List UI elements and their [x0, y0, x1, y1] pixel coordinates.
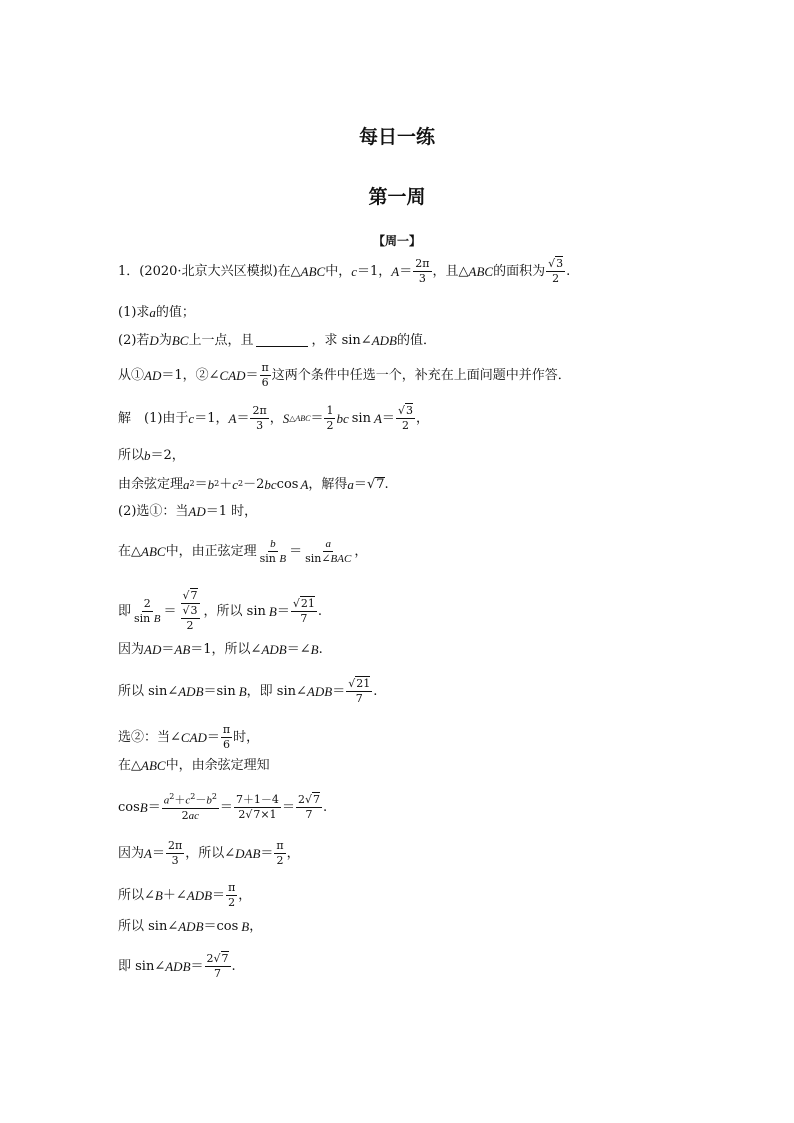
text: .	[322, 799, 328, 815]
den: 7	[300, 611, 308, 625]
exponent: 2	[238, 479, 244, 488]
den	[132, 612, 162, 625]
text: 所以 sin∠	[118, 684, 179, 700]
solution-line-13	[118, 882, 251, 909]
exponent: 2	[169, 792, 175, 801]
text: .	[318, 642, 323, 657]
num: √3	[181, 605, 200, 619]
num: √3	[546, 258, 565, 272]
text: 2	[206, 952, 214, 965]
text: 因为	[118, 642, 145, 657]
den	[258, 552, 288, 565]
num: b	[268, 538, 278, 552]
fraction	[250, 405, 268, 432]
num: $a^2+c^2-b^2$	[162, 793, 219, 809]
text: ＝	[206, 730, 220, 746]
radicand: 7	[312, 792, 320, 806]
var: a	[163, 794, 170, 807]
var: DAB	[235, 846, 261, 862]
var: CAD	[219, 368, 246, 384]
problem-source: (2020·北京大兴区模拟)	[139, 264, 278, 280]
text: .	[373, 684, 378, 700]
num: π	[274, 840, 285, 854]
text: 的值；	[155, 305, 195, 320]
text: .	[566, 264, 571, 280]
text: ，解得	[308, 476, 348, 492]
fraction	[303, 538, 353, 565]
text: ＋	[174, 793, 186, 807]
text: ＝1，②∠	[161, 368, 220, 384]
den: 3	[256, 419, 264, 433]
fraction	[181, 605, 200, 632]
var: A	[228, 411, 237, 427]
question-part-2	[118, 334, 436, 347]
solution-line-3	[118, 477, 389, 491]
var: A	[373, 411, 382, 427]
text: 2	[238, 807, 246, 821]
var: ADB	[306, 684, 333, 700]
text: 中，由正弦定理	[165, 544, 257, 560]
solution-line-8	[118, 678, 377, 705]
text: 所以	[118, 448, 145, 463]
text: ，	[269, 411, 283, 427]
text: ，且△	[432, 264, 469, 280]
den: 2	[401, 419, 409, 433]
solution-line-11	[118, 793, 327, 822]
den: 2√7×1	[238, 807, 277, 821]
var: D	[149, 333, 159, 348]
den: 7	[305, 807, 313, 821]
text: ＝1，	[357, 264, 392, 280]
text: ＝	[289, 544, 303, 560]
num: √7	[181, 590, 200, 604]
solution-line-9	[118, 724, 259, 751]
text: 2	[181, 808, 189, 822]
text: ＝	[281, 799, 295, 815]
text: 的值．	[396, 333, 436, 348]
fraction	[346, 678, 372, 705]
subscript: △ABC	[289, 413, 311, 423]
var: B	[310, 642, 319, 657]
text: ＋	[219, 476, 233, 492]
fraction	[396, 405, 415, 432]
var: b	[206, 794, 212, 807]
var: B	[139, 799, 148, 815]
num: √3	[396, 405, 415, 419]
text: ＝∠	[286, 642, 311, 657]
den: 3	[418, 272, 426, 286]
text: 时，	[233, 730, 260, 746]
exponent: 2	[189, 479, 195, 488]
text: ，所以∠	[185, 846, 236, 862]
radicand: 7	[221, 952, 229, 965]
solution-line-5	[118, 538, 367, 565]
text: 从①	[118, 368, 145, 384]
text: 2	[297, 792, 305, 806]
text: 由余弦定理	[118, 476, 184, 492]
text: ＝cos	[203, 919, 239, 934]
solution-line-14	[118, 920, 262, 933]
fraction	[413, 258, 431, 285]
var: ABC	[141, 758, 166, 773]
fraction	[166, 840, 184, 867]
solution-line-15	[118, 953, 236, 980]
var: c	[232, 476, 239, 492]
text: 中，由余弦定理知	[165, 758, 270, 773]
radicand: 7	[190, 589, 198, 602]
solution-line-7	[118, 643, 323, 656]
solution-line-4	[118, 505, 257, 518]
solution-line-10	[118, 759, 270, 772]
text: .	[384, 476, 389, 492]
fraction	[234, 794, 281, 821]
var: A	[144, 846, 152, 862]
fraction	[260, 362, 271, 389]
exponent: 2	[211, 792, 217, 801]
fraction	[221, 724, 232, 751]
var: c	[351, 264, 358, 280]
den	[303, 552, 353, 565]
fraction	[274, 840, 285, 867]
fraction	[291, 598, 317, 625]
var: ABC	[141, 544, 166, 560]
num: 2	[142, 598, 153, 612]
var: A	[391, 264, 400, 280]
num: 2√7	[296, 794, 322, 808]
problem-number: 1．	[118, 264, 140, 280]
solution-line-12	[118, 840, 300, 867]
text: 的面积为	[493, 264, 546, 280]
text: 在△	[118, 758, 141, 773]
radicand: 3	[190, 604, 198, 618]
text: ，	[238, 888, 252, 904]
text: ＝	[236, 411, 250, 427]
num: 1	[324, 405, 335, 419]
radicand: 3	[405, 404, 413, 417]
radicand: 7	[376, 477, 385, 492]
text: ＝	[353, 476, 367, 492]
var: c	[185, 794, 191, 807]
text: ＝	[276, 603, 290, 619]
text: sin∠	[305, 552, 331, 566]
var: CAD	[180, 730, 207, 746]
text: cos	[118, 799, 140, 815]
var: ADB	[186, 888, 213, 904]
question-part-1	[118, 306, 195, 319]
text: ＝	[161, 642, 175, 657]
den	[178, 604, 203, 632]
text: ，所以 sin	[203, 603, 266, 619]
var: BC	[171, 333, 189, 348]
radicand: 3	[556, 257, 564, 270]
den: 2	[228, 896, 236, 910]
text: .	[231, 959, 236, 975]
text: ＝1，所以∠	[190, 642, 262, 657]
var: AD	[188, 504, 206, 519]
text: ＝	[212, 888, 226, 904]
num: 7＋1－4	[234, 794, 281, 808]
text: ＝1，	[194, 411, 229, 427]
num: 2√7	[205, 953, 231, 967]
text: .	[317, 603, 322, 619]
text: 在△	[118, 544, 141, 560]
text: ＝	[147, 799, 161, 815]
text: ＝	[332, 684, 346, 700]
var: AD	[144, 368, 162, 384]
text: 选②：当∠	[118, 730, 181, 746]
var: AD	[144, 642, 162, 657]
den: 2	[552, 272, 560, 286]
text: ＝	[310, 411, 324, 427]
num: π	[226, 882, 237, 896]
text: 因为	[118, 846, 145, 862]
text: ＝1 时，	[205, 504, 258, 519]
text: ＝	[381, 411, 395, 427]
text: ×1	[260, 807, 277, 821]
den: 7	[214, 967, 222, 981]
complex-fraction	[178, 590, 203, 632]
text: 这两个条件中任选一个，补充在上面问题中并作答．	[271, 368, 571, 384]
text: ，	[249, 919, 263, 934]
text: (1)求	[118, 305, 150, 320]
var: bc	[336, 411, 349, 427]
num: √21	[346, 678, 372, 692]
fraction	[258, 538, 288, 565]
radicand: 21	[356, 677, 371, 690]
solution-line-1	[118, 405, 429, 432]
text: ＝sin	[203, 684, 236, 700]
var: S	[282, 411, 290, 427]
var: A	[300, 476, 309, 492]
condition-choice	[118, 362, 571, 389]
text: ＝	[260, 846, 274, 862]
text: ＝2，	[150, 448, 185, 463]
radicand: 7	[253, 807, 261, 821]
text: cos	[276, 476, 299, 492]
var: B	[268, 603, 277, 619]
fraction	[546, 258, 565, 285]
exponent: 2	[190, 792, 196, 801]
text: －2	[243, 476, 265, 492]
text: 所以 sin∠	[118, 919, 179, 934]
text: 在△	[277, 264, 301, 280]
den: 6	[223, 738, 231, 752]
den: 2	[186, 619, 194, 633]
text: ＝	[190, 959, 204, 975]
var: bc	[264, 476, 277, 492]
text: ＝	[194, 476, 208, 492]
var: B	[241, 919, 250, 934]
text: ＝	[151, 846, 165, 862]
text: 即	[118, 603, 132, 619]
var: ADB	[165, 959, 191, 975]
var: AB	[174, 642, 191, 657]
text: ，即 sin∠	[246, 684, 307, 700]
problem-statement	[118, 258, 570, 285]
num: 2π	[413, 258, 431, 272]
den: 2	[276, 854, 284, 868]
var: ADB	[178, 919, 204, 934]
text: 即 sin∠	[118, 959, 166, 975]
text: ，	[286, 846, 300, 862]
text: ，	[415, 411, 429, 427]
fraction	[324, 405, 335, 432]
var: ac	[188, 809, 200, 822]
var: ABC	[300, 264, 326, 280]
solution-line-2	[118, 449, 185, 462]
solution-line-6	[118, 590, 322, 632]
fill-in-blank	[256, 334, 308, 347]
var: b	[144, 448, 151, 463]
fraction	[226, 882, 237, 909]
fraction	[296, 794, 322, 821]
text: ＝	[219, 799, 233, 815]
var: B	[154, 888, 163, 904]
day-heading: 【周一】	[372, 234, 421, 248]
var: c	[188, 411, 195, 427]
num: π	[221, 724, 232, 738]
text: ，求 sin∠	[311, 333, 372, 348]
text: sin	[134, 611, 151, 625]
fraction	[132, 598, 162, 625]
den: 6	[261, 376, 269, 390]
text: ＝	[245, 368, 259, 384]
text: ，	[354, 544, 368, 560]
var: ADB	[371, 333, 397, 348]
text: 解 (1)由于	[118, 411, 189, 427]
den	[180, 809, 201, 822]
text: 为	[158, 333, 172, 348]
text: (2)若	[118, 333, 150, 348]
var: b	[207, 476, 215, 492]
var: B	[238, 684, 247, 700]
num: 2π	[166, 840, 184, 854]
den: 2	[326, 419, 334, 433]
page-title: 每日一练	[358, 126, 435, 148]
var: ABC	[468, 264, 494, 280]
var: BAC	[330, 553, 352, 566]
radicand: 21	[300, 596, 315, 610]
num: π	[260, 362, 271, 376]
text: sin	[259, 552, 276, 566]
sqrt: √ 7	[366, 476, 385, 492]
text: sin	[351, 411, 371, 427]
fraction	[162, 793, 219, 822]
num: 2π	[250, 405, 268, 419]
var: a	[347, 476, 354, 492]
text: (2)选①：当	[118, 504, 189, 519]
fraction	[205, 953, 231, 980]
var: ADB	[178, 684, 204, 700]
week-heading: 第一周	[368, 186, 426, 208]
num: a	[323, 538, 333, 552]
text: ＝	[399, 264, 413, 280]
exponent: 2	[214, 479, 220, 488]
den: 7	[355, 692, 363, 706]
text: ＝	[163, 603, 177, 619]
text: 上一点，且	[188, 333, 254, 348]
text: ＋∠	[162, 888, 187, 904]
var: B	[279, 553, 287, 566]
var: ADB	[261, 642, 287, 657]
den: 3	[171, 854, 179, 868]
text: 所以∠	[118, 888, 155, 904]
var: B	[153, 612, 161, 625]
var: a	[149, 305, 156, 320]
var: a	[183, 476, 190, 492]
text: 中，	[325, 264, 352, 280]
num: √21	[291, 598, 317, 612]
